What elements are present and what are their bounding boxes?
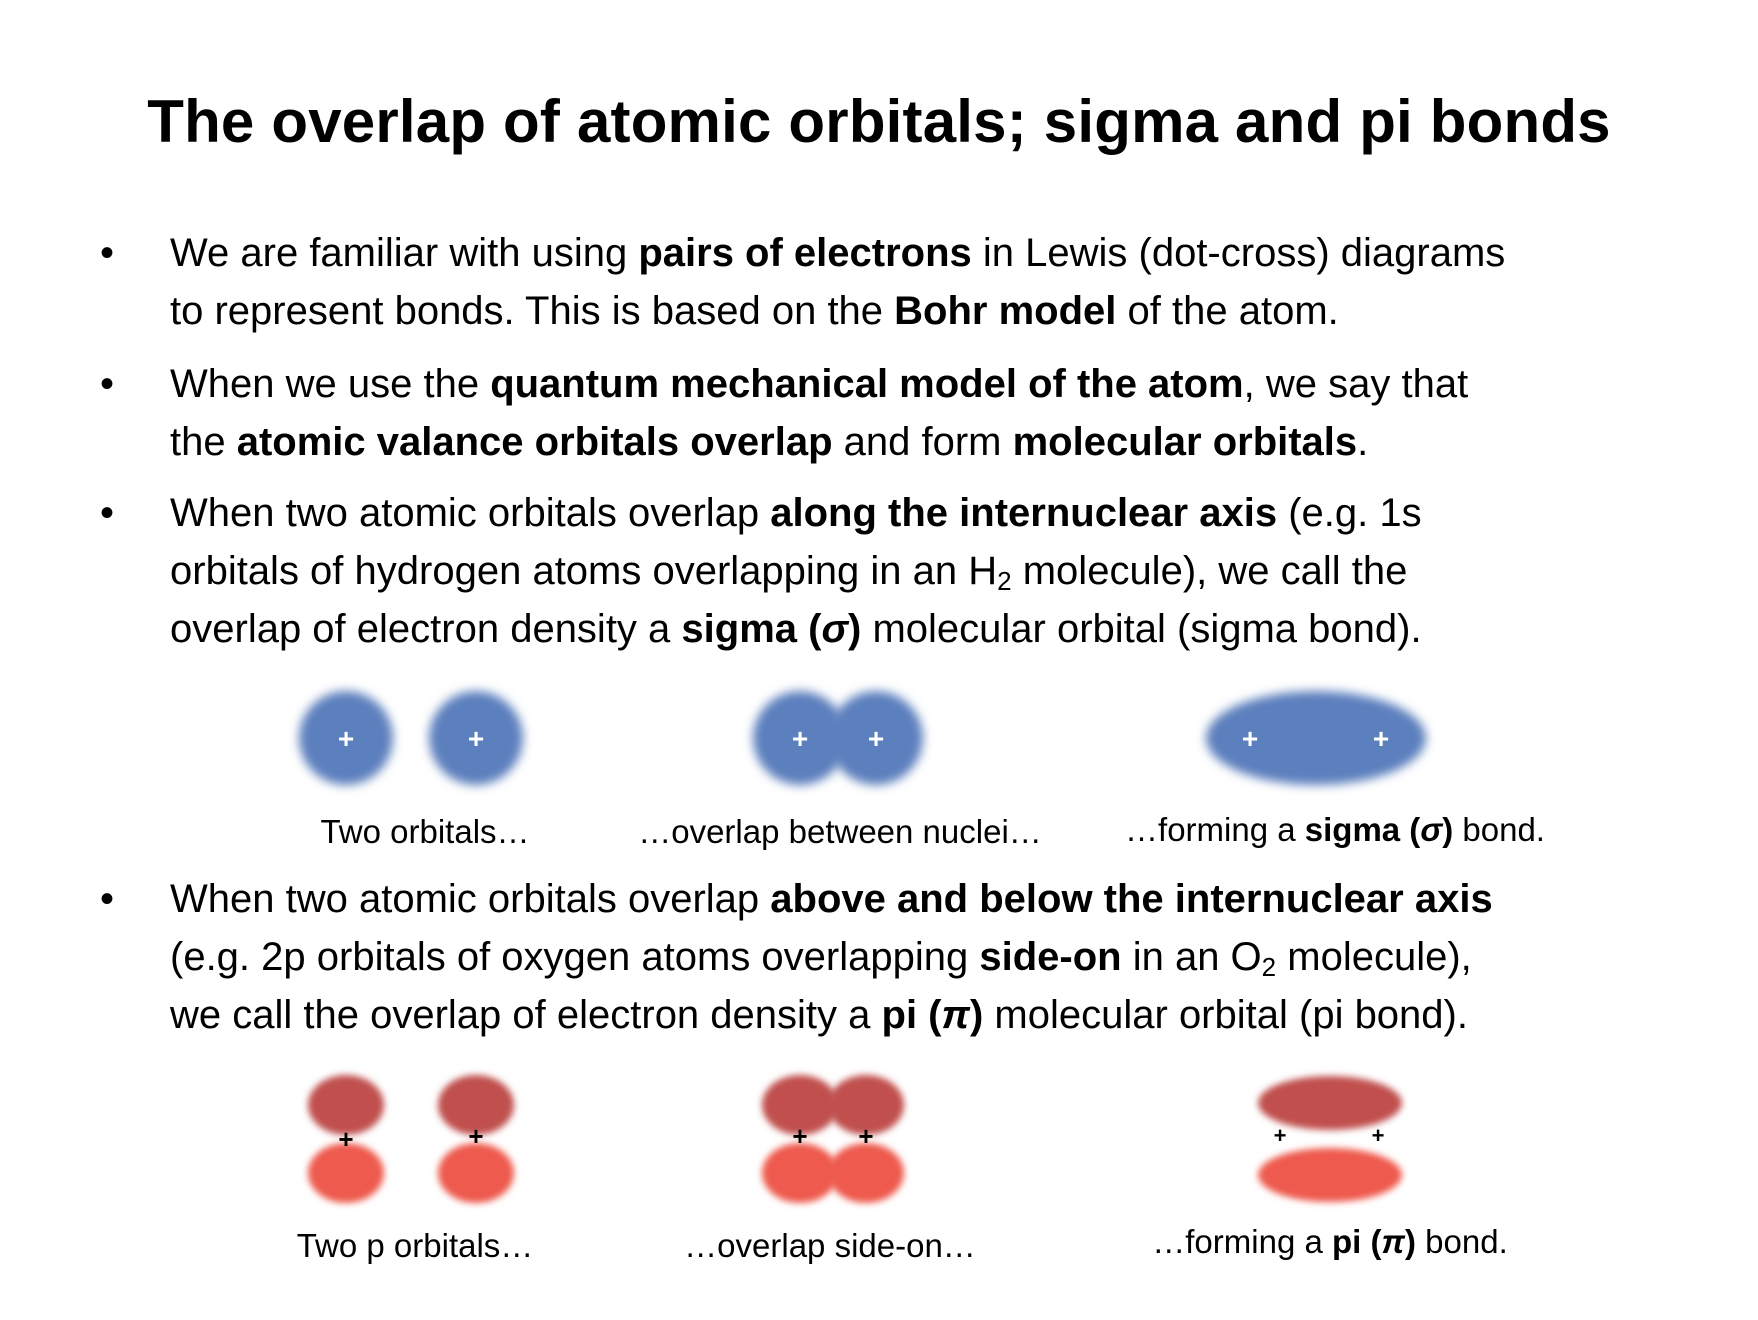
text-run: When two atomic orbitals overlap bbox=[170, 877, 771, 921]
pi-lobe-top bbox=[1258, 1076, 1402, 1130]
bold-text: π bbox=[1381, 1223, 1405, 1260]
bold-text: pi ( bbox=[1332, 1223, 1382, 1260]
text-line bbox=[170, 986, 1670, 1044]
text-run: we call the overlap of electron density a bbox=[170, 993, 882, 1037]
text-run: molecular orbital (pi bond). bbox=[983, 993, 1468, 1037]
bold-text: above and below the internuclear axis bbox=[770, 877, 1493, 921]
bullet-marker: • bbox=[100, 877, 115, 921]
text-run: When we use the bbox=[170, 362, 491, 406]
bullet-marker: • bbox=[100, 491, 115, 535]
bold-text: sigma ( bbox=[681, 607, 822, 651]
text-run: in an O bbox=[1121, 935, 1262, 979]
pi-lobe-bottom bbox=[1258, 1148, 1402, 1202]
nucleus-plus: + bbox=[467, 723, 485, 754]
text-run: bond. bbox=[1415, 1223, 1508, 1260]
text-line bbox=[170, 224, 1670, 282]
text-run: overlap of electron density a bbox=[170, 607, 682, 651]
p-lobe-bottom bbox=[438, 1143, 514, 1203]
bold-text: ) bbox=[848, 607, 862, 651]
text-run: We are familiar with using bbox=[170, 231, 639, 275]
bold-text: π bbox=[941, 993, 970, 1037]
text-run: molecule), bbox=[1276, 935, 1472, 979]
bold-text: molecular orbitals bbox=[1012, 420, 1358, 464]
pi-bond-orbital bbox=[1258, 1076, 1402, 1202]
text-run: to represent bonds. This is based on the bbox=[170, 289, 895, 333]
sigma-orbital-diagram bbox=[0, 680, 1758, 810]
text-line bbox=[170, 282, 1670, 340]
caption-overlap-side-on bbox=[660, 1226, 1000, 1266]
text-run: Two p orbitals… bbox=[296, 1227, 534, 1264]
bold-text: pi ( bbox=[881, 993, 942, 1037]
subscript: 2 bbox=[997, 566, 1012, 596]
nucleus-plus: + bbox=[791, 723, 809, 754]
text-run: Two orbitals… bbox=[320, 813, 530, 850]
caption-two-orbitals bbox=[300, 812, 550, 852]
text-line bbox=[170, 542, 1670, 600]
bold-text: atomic valance orbitals overlap bbox=[236, 420, 833, 464]
subscript: 2 bbox=[1261, 952, 1277, 982]
text-run: . bbox=[1357, 420, 1369, 464]
text-run: …forming a bbox=[1152, 1223, 1332, 1260]
two-s-orbitals-separate bbox=[299, 691, 523, 785]
text-line bbox=[170, 870, 1670, 928]
text-run: molecule), we call the bbox=[1011, 549, 1408, 593]
caption-forming-pi-bond bbox=[1120, 1222, 1540, 1262]
s-orbitals-overlapping bbox=[753, 691, 923, 785]
nucleus-plus: + bbox=[867, 723, 885, 754]
bold-text: Bohr model bbox=[894, 289, 1117, 333]
bullet-text bbox=[170, 224, 1670, 340]
bold-text: ) bbox=[969, 993, 984, 1037]
bullet-text bbox=[170, 355, 1670, 471]
bullet-marker: • bbox=[100, 362, 115, 406]
text-run: …forming a bbox=[1125, 811, 1305, 848]
caption-two-p-orbitals bbox=[270, 1226, 560, 1266]
bold-text: σ bbox=[1420, 811, 1443, 848]
text-run: (e.g. 2p orbitals of oxygen atoms overlapping bbox=[170, 935, 980, 979]
pi-orbital-diagram bbox=[0, 1065, 1758, 1225]
text-run: molecular orbital (sigma bond). bbox=[861, 607, 1422, 651]
sigma-molecular-orbital bbox=[1206, 691, 1426, 785]
text-run: in Lewis (dot-cross) diagrams bbox=[971, 231, 1506, 275]
p-lobe-bottom bbox=[828, 1143, 904, 1203]
text-line bbox=[170, 413, 1670, 471]
nucleus-plus: + bbox=[1273, 1123, 1287, 1148]
bold-text: sigma ( bbox=[1304, 811, 1421, 848]
text-run: bond. bbox=[1453, 811, 1545, 848]
nucleus-plus: + bbox=[1371, 1123, 1385, 1148]
text-run: and form bbox=[832, 420, 1013, 464]
text-run: When two atomic orbitals overlap bbox=[170, 491, 771, 535]
text-run: …overlap side-on… bbox=[684, 1227, 976, 1264]
nucleus-plus: + bbox=[468, 1121, 484, 1151]
bold-text: σ bbox=[821, 607, 848, 651]
caption-forming-sigma-bond bbox=[1100, 810, 1570, 850]
text-run: orbitals of hydrogen atoms overlapping in an H bbox=[170, 549, 998, 593]
bold-text: ) bbox=[1442, 811, 1454, 848]
text-line bbox=[170, 928, 1670, 986]
bullet-marker: • bbox=[100, 231, 115, 275]
nucleus-plus: + bbox=[337, 723, 355, 754]
bullet-text bbox=[170, 484, 1670, 658]
sigma-bond-orbital bbox=[1206, 691, 1426, 785]
bold-text: along the internuclear axis bbox=[770, 491, 1278, 535]
text-run: (e.g. 1s bbox=[1277, 491, 1422, 535]
text-run: the bbox=[170, 420, 237, 464]
text-run: , we say that bbox=[1243, 362, 1469, 406]
two-p-orbitals-separate bbox=[308, 1075, 514, 1203]
bold-text: quantum mechanical model of the atom bbox=[490, 362, 1244, 406]
text-line bbox=[170, 600, 1670, 658]
p-orbitals-overlapping bbox=[762, 1075, 904, 1203]
text-run: of the atom. bbox=[1116, 289, 1339, 333]
nucleus-plus: + bbox=[1241, 723, 1259, 754]
nucleus-plus: + bbox=[1372, 723, 1390, 754]
text-run: …overlap between nuclei… bbox=[638, 813, 1042, 850]
nucleus-plus: + bbox=[858, 1121, 874, 1151]
bold-text: side-on bbox=[979, 935, 1122, 979]
bold-text: pairs of electrons bbox=[638, 231, 972, 275]
text-line bbox=[170, 484, 1670, 542]
bullet-text bbox=[170, 870, 1670, 1044]
caption-overlap-between-nuclei bbox=[620, 812, 1060, 852]
text-line bbox=[170, 355, 1670, 413]
nucleus-plus: + bbox=[792, 1121, 808, 1151]
p-lobe-bottom bbox=[762, 1143, 838, 1203]
slide-title: The overlap of atomic orbitals; sigma and pi bonds bbox=[147, 88, 1611, 155]
nucleus-plus: + bbox=[338, 1124, 354, 1154]
bold-text: ) bbox=[1404, 1223, 1416, 1260]
